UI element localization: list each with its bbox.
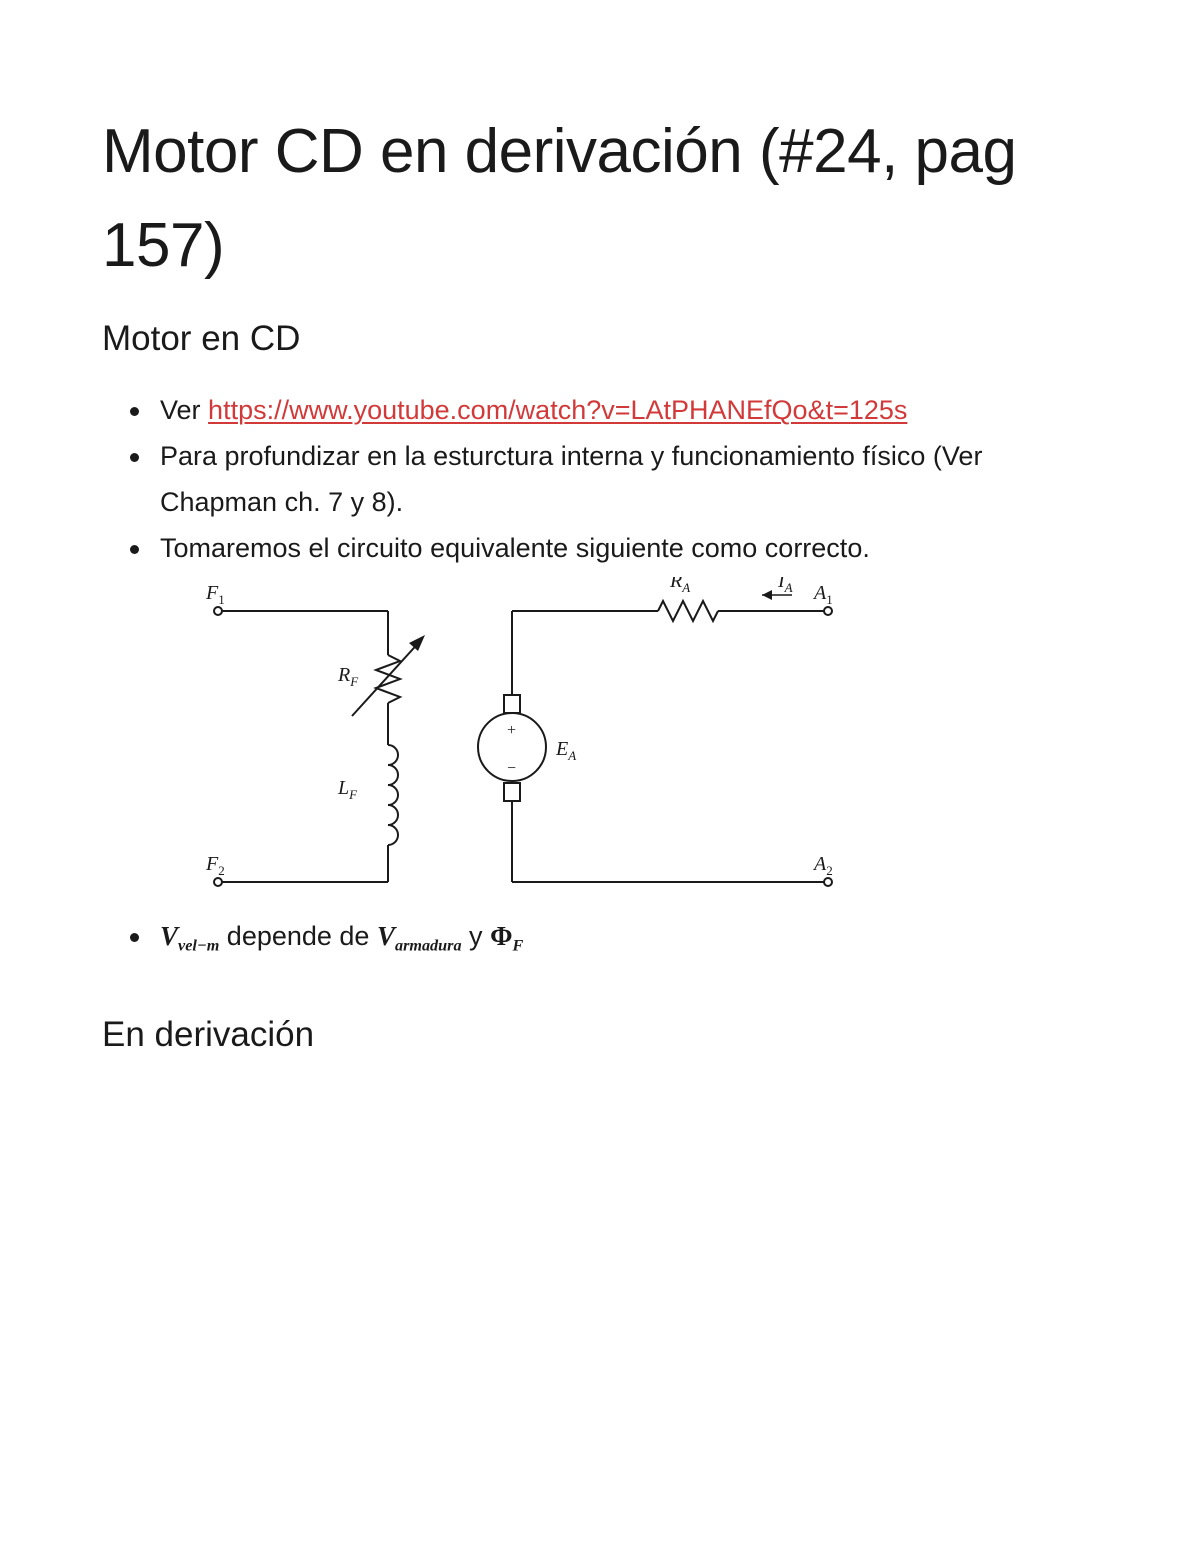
label-a1: $A_1$ bbox=[814, 582, 833, 607]
bullet-list bbox=[102, 913, 1082, 969]
section-heading-motor-en-cd: Motor en CD bbox=[102, 319, 301, 358]
lf-inductor-coil bbox=[388, 745, 398, 845]
v-vel-symbol: $V_{vel-m}$ bbox=[160, 921, 220, 955]
document-page bbox=[102, 105, 1082, 1055]
list-item bbox=[102, 387, 1082, 433]
page-title: Motor CD en derivación (#24, pag 157) bbox=[102, 117, 1017, 280]
list-item bbox=[102, 913, 1082, 969]
terminal-a1 bbox=[824, 607, 832, 615]
list-item-text: Tomaremos el circuito equivalente siguiente como correcto. bbox=[160, 533, 870, 563]
ver-label: Ver bbox=[160, 395, 201, 425]
label-ia: $I_A$ bbox=[778, 577, 793, 595]
list-item bbox=[102, 433, 1082, 525]
label-minus: − bbox=[506, 760, 517, 777]
terminal-a2 bbox=[824, 878, 832, 886]
phi-f-symbol: $\Phi_F$ bbox=[490, 921, 524, 955]
label-rf: $R_F$ bbox=[338, 664, 359, 689]
brush-top bbox=[504, 695, 520, 713]
v-armadura-symbol: $V_{armadura}$ bbox=[376, 921, 462, 955]
youtube-link[interactable]: https://www.youtube.com/watch?v=LAtPHANEfQo&t=125s bbox=[208, 395, 908, 425]
bullet-list bbox=[102, 387, 1082, 571]
bullet-dot-icon bbox=[130, 453, 139, 462]
ia-arrow-head bbox=[762, 590, 772, 600]
label-a2: $A_2$ bbox=[814, 853, 833, 878]
circuit-svg bbox=[188, 577, 848, 907]
label-ra: $R_A$ bbox=[670, 577, 691, 595]
label-lf: $L_F$ bbox=[338, 777, 358, 802]
list-item-text: depende de bbox=[219, 921, 377, 951]
rf-resistor-zigzag bbox=[376, 655, 400, 703]
brush-bottom bbox=[504, 783, 520, 801]
list-item-text: y bbox=[461, 921, 491, 951]
equivalent-circuit-diagram bbox=[188, 577, 848, 907]
list-item bbox=[102, 525, 1082, 571]
ra-resistor-zigzag bbox=[658, 601, 718, 621]
label-ea: $E_A$ bbox=[556, 738, 577, 763]
label-f1: $F_1$ bbox=[206, 582, 225, 607]
rf-variable-arrow-head bbox=[409, 635, 425, 651]
section-heading-en-derivacion: En derivación bbox=[102, 1014, 315, 1054]
terminal-f1 bbox=[214, 607, 222, 615]
list-item-text: Para profundizar en la esturctura interna y funcionamiento físico (Ver Chapman ch. 7 y 8). bbox=[160, 441, 983, 517]
bullet-dot-icon bbox=[130, 545, 139, 554]
bullet-dot-icon bbox=[130, 933, 139, 942]
bullet-dot-icon bbox=[130, 407, 139, 416]
terminal-f2 bbox=[214, 878, 222, 886]
label-f2: $F_2$ bbox=[206, 853, 225, 878]
label-plus: + bbox=[506, 722, 517, 739]
